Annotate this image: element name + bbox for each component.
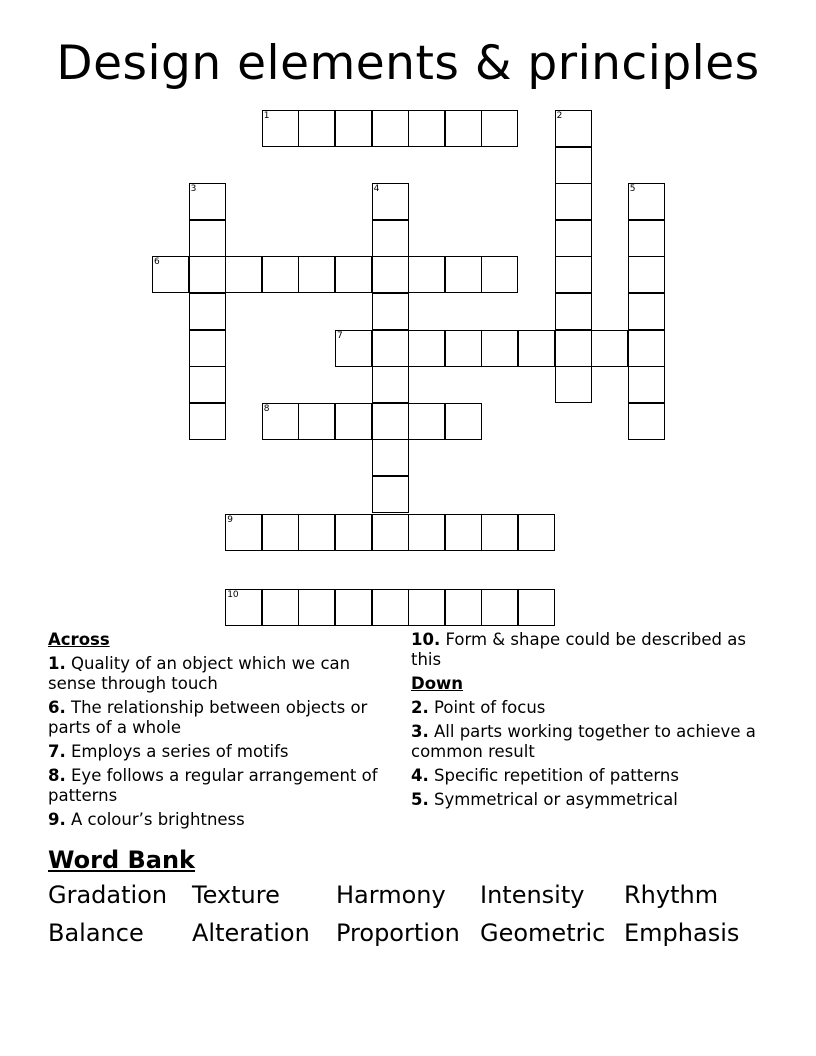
crossword-cell[interactable]: [298, 110, 335, 147]
clue-down-5: [411, 790, 756, 810]
clue-text: Eye follows a regular arrangement of patterns: [48, 766, 378, 805]
word-bank-item: Harmony: [336, 881, 446, 909]
word-bank-item: Proportion: [336, 919, 460, 947]
cell-number: 8: [263, 403, 270, 414]
word-bank-item: Texture: [192, 881, 280, 909]
crossword-cell[interactable]: [555, 220, 592, 257]
clue-across-1: [48, 654, 388, 694]
clue-across-7: [48, 742, 388, 762]
crossword-cell[interactable]: [262, 256, 299, 293]
crossword-cell[interactable]: [372, 476, 409, 513]
cell-number: 5: [629, 184, 636, 195]
clues-column-left: [48, 630, 388, 834]
crossword-cell[interactable]: [335, 110, 372, 147]
clue-number: 7.: [48, 742, 66, 761]
crossword-cell[interactable]: [372, 183, 409, 220]
crossword-cell[interactable]: [372, 366, 409, 403]
crossword-cell[interactable]: [408, 403, 445, 440]
crossword-cell[interactable]: [518, 589, 555, 626]
crossword-cell[interactable]: [628, 403, 665, 440]
cell-number: 3: [190, 184, 197, 195]
crossword-cell[interactable]: [262, 514, 299, 551]
word-bank-item: Alteration: [192, 919, 310, 947]
crossword-cell[interactable]: [298, 589, 335, 626]
crossword-cell[interactable]: [189, 403, 226, 440]
crossword-cell[interactable]: [335, 403, 372, 440]
down-heading: Down: [411, 674, 464, 693]
crossword-cell[interactable]: [445, 256, 482, 293]
clue-text: Point of focus: [434, 698, 546, 717]
cell-number: 9: [227, 514, 233, 525]
crossword-cell[interactable]: [408, 330, 445, 367]
crossword-cell[interactable]: [518, 514, 555, 551]
word-bank-item: Rhythm: [624, 881, 719, 909]
clue-text: Specific repetition of patterns: [434, 766, 679, 785]
crossword-cell[interactable]: [481, 589, 518, 626]
crossword-cell[interactable]: [262, 110, 299, 147]
word-bank-item: Intensity: [480, 881, 585, 909]
page-title: Design elements & principles: [56, 36, 760, 91]
crossword-cell[interactable]: [372, 293, 409, 330]
clue-across-8: [48, 766, 388, 806]
crossword-cell[interactable]: [628, 220, 665, 257]
crossword-cell[interactable]: [335, 589, 372, 626]
crossword-cell[interactable]: [555, 110, 592, 147]
crossword-cell[interactable]: [372, 330, 409, 367]
crossword-cell[interactable]: [408, 514, 445, 551]
clue-number: 5.: [411, 790, 429, 809]
crossword-cell[interactable]: [555, 366, 592, 403]
clue-text: Form & shape could be described as this: [411, 630, 746, 669]
crossword-cell[interactable]: [372, 403, 409, 440]
crossword-cell[interactable]: [481, 110, 518, 147]
crossword-cell[interactable]: [372, 110, 409, 147]
clue-number: 6.: [48, 698, 66, 717]
clue-down-3: [411, 722, 756, 762]
crossword-cell[interactable]: [372, 256, 409, 293]
clue-text: Employs a series of motifs: [71, 742, 289, 761]
crossword-cell[interactable]: [628, 330, 665, 367]
crossword-cell[interactable]: [628, 366, 665, 403]
cell-number: 6: [154, 257, 160, 268]
crossword-cell[interactable]: [189, 293, 226, 330]
clue-number: 10.: [411, 630, 441, 649]
crossword-cell[interactable]: [445, 330, 482, 367]
word-bank: [48, 880, 768, 948]
crossword-cell[interactable]: [555, 293, 592, 330]
crossword-cell[interactable]: [408, 256, 445, 293]
clue-down-2: [411, 698, 756, 718]
crossword-cell[interactable]: [372, 514, 409, 551]
clue-number: 2.: [411, 698, 429, 717]
crossword-cell[interactable]: [189, 256, 226, 293]
crossword-cell[interactable]: [189, 220, 226, 257]
crossword-cell[interactable]: [481, 256, 518, 293]
word-bank-item: Emphasis: [624, 919, 740, 947]
cell-number: 10: [227, 589, 239, 600]
clue-text: All parts working together to achieve a common result: [411, 722, 756, 761]
clue-text: Symmetrical or asymmetrical: [434, 790, 678, 809]
crossword-cell[interactable]: [628, 183, 665, 220]
crossword-cell[interactable]: [628, 256, 665, 293]
clue-number: 1.: [48, 654, 66, 673]
crossword-cell[interactable]: [189, 183, 226, 220]
crossword-cell[interactable]: [298, 514, 335, 551]
crossword-cell[interactable]: [445, 110, 482, 147]
crossword-cell[interactable]: [225, 256, 262, 293]
crossword-cell[interactable]: [481, 330, 518, 367]
clue-number: 4.: [411, 766, 429, 785]
cell-number: 4: [373, 184, 380, 195]
crossword-cell[interactable]: [189, 330, 226, 367]
word-bank-item: Geometric: [480, 919, 606, 947]
cell-number: 2: [556, 111, 563, 121]
crossword-cell[interactable]: [335, 256, 372, 293]
clue-across-10: [411, 630, 756, 670]
crossword-cell[interactable]: [262, 403, 299, 440]
crossword-cell[interactable]: [189, 366, 226, 403]
word-bank-title: Word Bank: [48, 846, 196, 874]
across-heading: Across: [48, 630, 110, 649]
crossword-cell[interactable]: [372, 589, 409, 626]
crossword-cell[interactable]: [628, 293, 665, 330]
crossword-cell[interactable]: [445, 514, 482, 551]
clue-number: 3.: [411, 722, 429, 741]
clue-number: 8.: [48, 766, 66, 785]
crossword-cell[interactable]: [481, 514, 518, 551]
crossword-cell[interactable]: [225, 514, 262, 551]
clues-column-right: [411, 630, 756, 814]
crossword-cell[interactable]: [262, 589, 299, 626]
crossword-cell[interactable]: [555, 147, 592, 184]
clue-across-6: [48, 698, 388, 738]
crossword-cell[interactable]: [152, 256, 189, 293]
crossword-cell[interactable]: [335, 514, 372, 551]
cell-number: 1: [263, 111, 270, 121]
clue-text: A colour’s brightness: [71, 810, 245, 829]
clue-number: 9.: [48, 810, 66, 829]
crossword-cell[interactable]: [372, 439, 409, 476]
crossword-cell[interactable]: [408, 110, 445, 147]
crossword-cell[interactable]: [445, 589, 482, 626]
crossword-cell[interactable]: [372, 220, 409, 257]
crossword-cell[interactable]: [518, 330, 555, 367]
word-bank-item: Gradation: [48, 881, 168, 909]
crossword-cell[interactable]: [591, 330, 628, 367]
clue-text: The relationship between objects or parts of a whole: [48, 698, 368, 737]
crossword-cell[interactable]: [408, 589, 445, 626]
clue-text: Quality of an object which we can sense through touch: [48, 654, 351, 693]
crossword-cell[interactable]: [445, 403, 482, 440]
crossword-cell[interactable]: [555, 183, 592, 220]
crossword-cell[interactable]: [335, 330, 372, 367]
crossword-cell[interactable]: [555, 330, 592, 367]
word-bank-item: Balance: [48, 919, 144, 947]
clue-down-4: [411, 766, 756, 786]
crossword-cell[interactable]: [298, 403, 335, 440]
crossword-cell[interactable]: [555, 256, 592, 293]
clue-across-9: [48, 810, 388, 830]
crossword-cell[interactable]: [298, 256, 335, 293]
crossword-cell[interactable]: [225, 589, 262, 626]
cell-number: 7: [337, 330, 343, 341]
